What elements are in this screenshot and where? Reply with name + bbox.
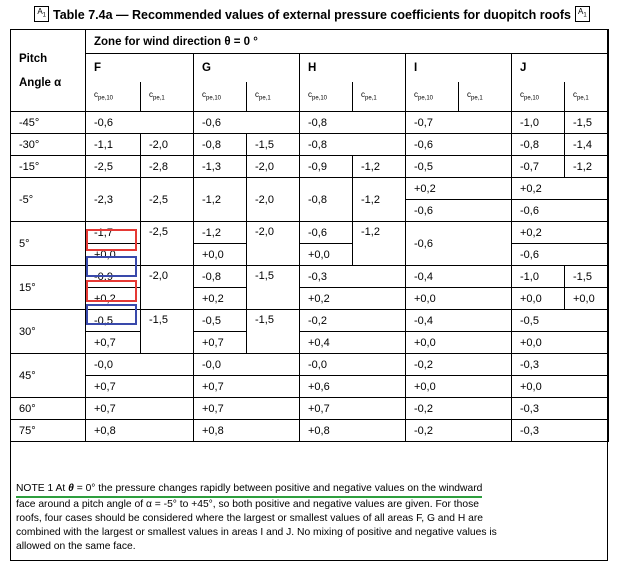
value-cell: -0,3	[512, 420, 609, 442]
g-cpe10-header: $c_{pe,10}$	[194, 82, 247, 112]
value-cell: +0,0	[512, 376, 609, 398]
value-cell: -1,5	[141, 310, 194, 354]
value-cell: -1,1	[86, 134, 141, 156]
angle-cell: 5°	[11, 222, 86, 266]
value-cell: +0,0	[512, 288, 565, 310]
value-cell: -0,3	[512, 354, 609, 376]
value-cell: +0,0	[406, 376, 512, 398]
value-cell: +0,4	[300, 332, 406, 354]
value-cell: -2,0	[141, 266, 194, 310]
value-cell: -2,3	[86, 178, 141, 222]
value-cell: -2,5	[86, 156, 141, 178]
value-cell: +0,0	[565, 288, 609, 310]
value-cell: +0,0	[86, 244, 141, 266]
value-cell: -1,0	[512, 266, 565, 288]
j-cpe10-header: $c_{pe,10}$	[512, 82, 565, 112]
value-cell: -0,0	[194, 354, 300, 376]
value-cell: -0,6	[406, 134, 512, 156]
value-cell: -1,4	[565, 134, 609, 156]
value-cell: -0,0	[86, 354, 194, 376]
angle-cell: 60°	[11, 398, 86, 420]
value-cell: +0,0	[300, 244, 353, 266]
value-cell: +0,7	[194, 376, 300, 398]
value-cell: +0,0	[406, 288, 512, 310]
value-cell: +0,0	[406, 332, 512, 354]
zone-header: Zone for wind direction θ = 0 °	[86, 30, 609, 54]
value-cell: -2,0	[141, 134, 194, 156]
value-cell: -1,0	[512, 112, 565, 134]
value-cell: -1,3	[194, 156, 247, 178]
i-cpe10-header: $c_{pe,10}$	[406, 82, 459, 112]
note-1	[16, 482, 606, 554]
value-cell: -0,3	[300, 266, 406, 288]
value-cell: -0,6	[512, 244, 609, 266]
value-cell: +0,7	[300, 398, 406, 420]
value-cell: -0,2	[300, 310, 406, 332]
value-cell: -0,6	[86, 112, 194, 134]
value-cell: -0,2	[406, 420, 512, 442]
g-cpe1-header: $c_{pe,1}$	[247, 82, 300, 112]
value-cell: -1,5	[565, 266, 609, 288]
angle-cell: -15°	[11, 156, 86, 178]
value-cell: +0,8	[86, 420, 194, 442]
angle-cell: 75°	[11, 420, 86, 442]
angle-cell: 45°	[11, 354, 86, 398]
amendment-marker-close: $A_1$	[575, 6, 590, 22]
value-cell: -0,6	[194, 112, 300, 134]
value-cell: -1,2	[194, 222, 247, 244]
value-cell: -1,2	[353, 178, 406, 222]
zone-h-header: H	[300, 54, 406, 82]
value-cell: -0,2	[406, 398, 512, 420]
j-cpe1-header: $c_{pe,1}$	[565, 82, 609, 112]
value-cell: -0,5	[512, 310, 609, 332]
value-cell: -1,5	[247, 134, 300, 156]
value-cell: -0,6	[512, 200, 609, 222]
value-cell: -0,9	[300, 156, 353, 178]
value-cell: +0,8	[194, 420, 300, 442]
value-cell: -0,4	[406, 310, 512, 332]
value-cell: +0,2	[512, 222, 609, 244]
value-cell: -1,2	[194, 178, 247, 222]
value-cell: +0,0	[194, 244, 247, 266]
angle-cell: 30°	[11, 310, 86, 354]
value-cell: -0,6	[300, 222, 353, 244]
note-line: combined with the largest or smallest values in areas I and J. No mixing of positive and negative values is	[16, 527, 497, 538]
value-cell: -2,5	[141, 222, 194, 266]
value-cell: -1,5	[247, 266, 300, 310]
value-cell: -0,8	[300, 134, 406, 156]
value-cell: -0,8	[194, 134, 247, 156]
value-cell: +0,0	[512, 332, 609, 354]
value-cell: -1,2	[565, 156, 609, 178]
value-cell: +0,2	[194, 288, 247, 310]
value-cell: -2,8	[141, 156, 194, 178]
value-cell: -0,4	[406, 266, 512, 288]
table-title: Table 7.4a — Recommended values of external pressure coefficients for duopitch roofs	[53, 8, 571, 22]
value-cell: +0,7	[194, 398, 300, 420]
value-cell: +0,2	[512, 178, 609, 200]
value-cell: -0,5	[86, 310, 141, 332]
note-line: allowed on the same face.	[16, 541, 136, 552]
angle-cell: -45°	[11, 112, 86, 134]
zone-g-header: G	[194, 54, 300, 82]
value-cell: -0,9	[86, 266, 141, 288]
value-cell: -2,0	[247, 178, 300, 222]
table-caption	[0, 4, 624, 26]
value-cell: -0,7	[512, 156, 565, 178]
value-cell: +0,7	[86, 376, 194, 398]
value-cell: +0,7	[86, 332, 141, 354]
value-cell: -0,0	[300, 354, 406, 376]
f-cpe1-header: $c_{pe,1}$	[141, 82, 194, 112]
value-cell: -1,5	[247, 310, 300, 354]
h-cpe1-header: $c_{pe,1}$	[353, 82, 406, 112]
value-cell: +0,7	[86, 398, 194, 420]
value-cell: -0,3	[512, 398, 609, 420]
zone-f-header: F	[86, 54, 194, 82]
note-line: roofs, four cases should be considered where the largest or smallest values of all areas F, G and H are	[16, 513, 484, 524]
value-cell: -0,5	[406, 156, 512, 178]
value-cell: +0,8	[300, 420, 406, 442]
value-cell: -0,8	[194, 266, 247, 288]
value-cell: +0,2	[300, 288, 406, 310]
coefficients-table	[10, 29, 609, 442]
value-cell: -0,2	[406, 354, 512, 376]
zone-j-header: J	[512, 54, 609, 82]
value-cell: -2,5	[141, 178, 194, 222]
angle-cell: -30°	[11, 134, 86, 156]
value-cell: -1,7	[86, 222, 141, 244]
note-line-highlighted: NOTE 1 At θ = 0° the pressure changes rapidly between positive and negative values on the windward	[16, 482, 482, 498]
value-cell: +0,7	[194, 332, 247, 354]
value-cell: -0,8	[512, 134, 565, 156]
value-cell: -1,2	[353, 222, 406, 266]
value-cell: -0,5	[194, 310, 247, 332]
value-cell: -0,6	[406, 222, 512, 266]
value-cell: -1,5	[565, 112, 609, 134]
value-cell: -1,2	[353, 156, 406, 178]
zone-i-header: I	[406, 54, 512, 82]
angle-cell: 15°	[11, 266, 86, 310]
value-cell: -0,7	[406, 112, 512, 134]
pitch-angle-header: Pitch Angle α	[11, 30, 86, 112]
note-line: face around a pitch angle of α = -5° to +45°, so both positive and negative values are given. For those	[16, 499, 479, 510]
value-cell: -0,6	[406, 200, 512, 222]
value-cell: -0,8	[300, 178, 353, 222]
angle-cell: -5°	[11, 178, 86, 222]
f-cpe10-header: $c_{pe,10}$	[86, 82, 141, 112]
h-cpe10-header: $c_{pe,10}$	[300, 82, 353, 112]
value-cell: -2,0	[247, 222, 300, 266]
value-cell: +0,2	[406, 178, 512, 200]
i-cpe1-header: $c_{pe,1}$	[459, 82, 512, 112]
value-cell: -2,0	[247, 156, 300, 178]
amendment-marker-open: $A_1$	[34, 6, 49, 22]
value-cell: +0,6	[300, 376, 406, 398]
value-cell: +0,2	[86, 288, 141, 310]
value-cell: -0,8	[300, 112, 406, 134]
